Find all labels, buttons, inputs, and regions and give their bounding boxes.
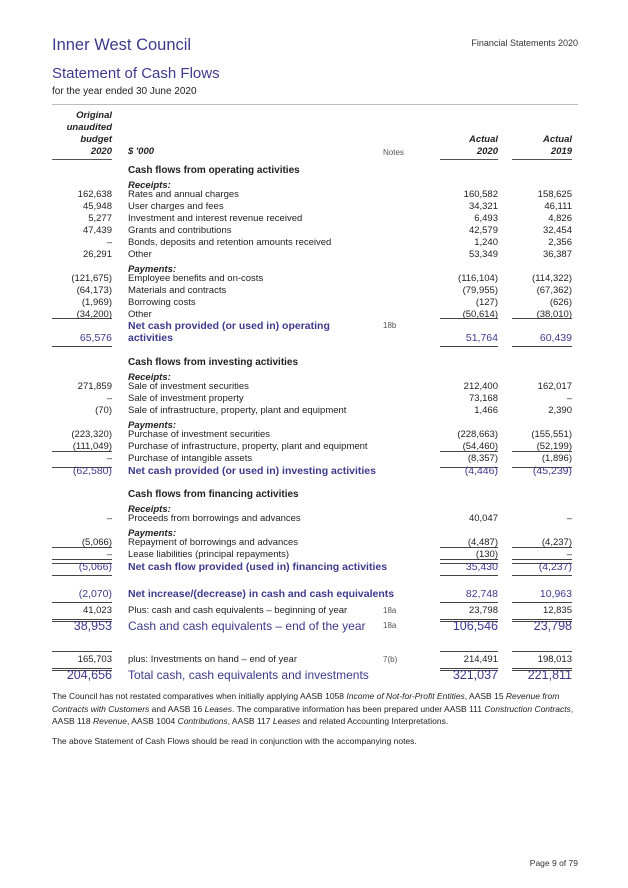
actual-2020-value: 42,579 (468, 225, 498, 236)
underline-rule (512, 547, 572, 548)
footnote-standard-name: Leases (272, 716, 301, 726)
budget-2020-value: (111,049) (72, 441, 112, 452)
actual-2020-value: (50,614) (462, 309, 498, 320)
footnote-standard-name: Construction Contracts (484, 703, 571, 714)
line-item-row (0, 393, 628, 405)
row-label: activities (128, 332, 173, 344)
actual-2020-value: (130) (475, 549, 498, 560)
row-label: Sale of investment securities (128, 381, 249, 392)
underline-rule (440, 547, 498, 548)
note-reference: 7(b) (383, 655, 398, 664)
line-item-row (0, 297, 628, 309)
footnote-standard-name: Income of Not-for-Profit Entities (346, 691, 465, 701)
actual-2020-header-line: Actual (468, 134, 498, 145)
actual-2020-value: 1,466 (474, 405, 498, 416)
footnote-standard-name: Leases (204, 703, 233, 714)
actual-2020-value: (54,460) (462, 441, 498, 452)
budget-2020-value: 38,953 (73, 619, 112, 633)
actual-2019-value: 36,387 (542, 249, 572, 260)
budget-2020-value: (34,200) (76, 309, 112, 320)
actual-2019-value: (38,010) (536, 309, 572, 320)
row-label: Other (128, 249, 152, 260)
row-label: plus: Investments on hand – end of year (128, 654, 297, 665)
line-item-row (0, 405, 628, 417)
underline-rule (512, 602, 572, 603)
row-label: Net increase/(decrease) in cash and cash equivalents (128, 588, 395, 600)
row-label: Plus: cash and cash equivalents – beginning of year (128, 605, 348, 616)
actual-2019-value: (626) (549, 297, 572, 308)
subtotal-row (0, 588, 628, 600)
actual-2019-value: – (566, 393, 572, 404)
budget-2020-value: (5,066) (78, 561, 112, 573)
budget-2020-value: 65,576 (79, 332, 112, 344)
actual-2019-value: 198,013 (537, 654, 572, 665)
budget-2020-value: (64,173) (76, 285, 112, 296)
row-label: Net cash flow provided (used in) financing activities (128, 561, 388, 573)
actual-2019-value: 221,811 (527, 668, 572, 682)
underline-rule (512, 651, 572, 652)
actual-2019-value: 162,017 (537, 381, 572, 392)
row-label: Sale of investment property (128, 393, 244, 404)
note-reference: 18a (383, 606, 397, 615)
line-item-row (0, 201, 628, 213)
line-item-row (0, 453, 628, 465)
actual-2020-value: (79,955) (462, 285, 498, 296)
line-item-row (0, 213, 628, 225)
row-label: Borrowing costs (128, 297, 196, 308)
underline-rule (440, 651, 498, 652)
line-item-row (0, 189, 628, 201)
row-label: Proceeds from borrowings and advances (128, 513, 301, 524)
budget-2020-value: 45,948 (82, 201, 112, 212)
underline-rule (52, 559, 112, 560)
actual-2020-value: 53,349 (468, 249, 498, 260)
row-label: Payments: (128, 528, 177, 539)
actual-2020-value: (116,104) (458, 273, 498, 284)
underline-rule (512, 559, 572, 560)
line-item-row (0, 381, 628, 393)
budget-2020-value: 41,023 (82, 605, 112, 616)
actual-2020-value: 212,400 (463, 381, 498, 392)
underline-rule (52, 651, 112, 652)
actual-2020-value: 35,430 (465, 561, 498, 573)
footnote-comparatives (52, 690, 578, 728)
footnote-text: , AASB 1004 (126, 716, 178, 726)
budget-2020-value: (223,320) (71, 429, 112, 440)
footnote-text: and related Accounting Interpretations. (300, 716, 449, 726)
underline-rule (440, 318, 498, 319)
footnote-standard-name: Contributions (177, 716, 228, 726)
line-item-row (0, 429, 628, 441)
actual-2020-value: 73,168 (468, 393, 498, 404)
row-label: Repayment of borrowings and advances (128, 537, 299, 548)
actual-2020-value: 82,748 (465, 588, 498, 600)
row-label: Rates and annual charges (128, 189, 239, 200)
underline-rule (52, 602, 112, 603)
actual-2019-value: – (566, 549, 572, 560)
budget-2020-value: – (106, 513, 112, 524)
row-label: Net cash provided (or used in) operating (128, 320, 330, 332)
budget-2020-value: – (106, 237, 112, 248)
header-divider (52, 104, 578, 105)
budget-2020-value: 47,439 (82, 225, 112, 236)
row-label: Cash flows from operating activities (128, 165, 300, 176)
actual-2020-value: 40,047 (468, 513, 498, 524)
page-number: Page 9 of 79 (529, 858, 578, 868)
underline-rule (440, 575, 498, 576)
budget-2020-value: (62,580) (72, 465, 112, 477)
actual-2019-column-header (512, 134, 572, 158)
actual-2020-value: 23,798 (468, 605, 498, 616)
row-label: Purchase of intangible assets (128, 453, 253, 464)
budget-2020-value: 5,277 (88, 213, 112, 224)
underline-rule (52, 451, 112, 452)
row-label: Grants and contributions (128, 225, 232, 236)
line-item-row (0, 249, 628, 261)
actual-2020-value: (127) (475, 297, 498, 308)
row-label: Receipts: (128, 504, 171, 515)
section-heading (0, 165, 628, 177)
actual-2020-value: (228,663) (457, 429, 498, 440)
row-label: Payments: (128, 420, 177, 431)
line-item-row (0, 273, 628, 285)
underline-rule (52, 547, 112, 548)
organization-name: Inner West Council (52, 36, 192, 54)
row-label: Investment and interest revenue received (128, 213, 303, 224)
underline-rule (440, 559, 498, 560)
line-item-row (0, 654, 628, 666)
footnote-text: , AASB 15 (464, 691, 506, 701)
row-label: User charges and fees (128, 201, 224, 212)
document-type-label: Financial Statements 2020 (471, 38, 578, 48)
row-label: Employee benefits and on-costs (128, 273, 264, 284)
actual-2020-value: 51,764 (465, 332, 498, 344)
actual-2019-value: 46,111 (544, 201, 572, 212)
budget-2020-value: (5,066) (81, 537, 112, 548)
underline-rule (512, 346, 572, 347)
budget-2020-value: 165,703 (77, 654, 112, 665)
actual-2019-value: 10,963 (539, 588, 572, 600)
actual-2020-header-line: 2020 (476, 146, 498, 157)
footnote-text: , AASB 118 (52, 703, 574, 726)
budget-header-line: 2020 (90, 146, 112, 157)
actual-2019-value: (4,237) (538, 561, 572, 573)
row-label: Lease liabilities (principal repayments) (128, 549, 290, 560)
underline-rule (440, 451, 498, 452)
underline-rule (512, 318, 572, 319)
budget-header-line: budget (80, 134, 112, 145)
line-item-row (0, 285, 628, 297)
total-row (0, 669, 628, 681)
note-reference: 18b (383, 321, 397, 330)
row-label: Cash and cash equivalents – end of the year (128, 619, 366, 633)
budget-2020-value: – (106, 393, 112, 404)
budget-2020-value: 271,859 (77, 381, 112, 392)
underline-rule (512, 451, 572, 452)
actual-2020-value: 160,582 (463, 189, 498, 200)
unit-column-header: $ '000 (128, 146, 155, 157)
budget-2020-value: (2,070) (78, 588, 112, 600)
actual-2019-value: (4,237) (541, 537, 572, 548)
footnote-standard-name: Revenue from Contracts with Customers (52, 691, 560, 714)
actual-2020-value: 321,037 (452, 668, 498, 682)
actual-2019-value: 32,454 (542, 225, 572, 236)
underline-rule (440, 602, 498, 603)
budget-2020-value: 26,291 (82, 249, 112, 260)
footnote-text: The Council has not restated comparatives when initially applying AASB 1058 (52, 691, 347, 701)
row-label: Bonds, deposits and retention amounts received (128, 237, 332, 248)
budget-column-header (52, 110, 112, 158)
row-label: Other (128, 309, 152, 320)
actual-2020-column-header (438, 134, 498, 158)
budget-2020-value: (121,675) (71, 273, 112, 284)
budget-header-line: Original (76, 110, 112, 121)
actual-2020-value: 1,240 (474, 237, 498, 248)
underline-rule (52, 575, 112, 576)
actual-2020-value: (8,357) (467, 453, 498, 464)
actual-2020-value: (4,487) (467, 537, 498, 548)
actual-2019-value: (45,239) (532, 465, 572, 477)
actual-2019-value: 60,439 (539, 332, 572, 344)
subtotal-row (0, 561, 628, 573)
header-rule (440, 159, 498, 160)
footnote-read-with-notes: The above Statement of Cash Flows should be read in conjunction with the accompanying notes. (52, 736, 417, 746)
footnote-text: , AASB 117 (227, 716, 273, 726)
header-rule (512, 159, 572, 160)
line-item-row (0, 237, 628, 249)
row-label: Cash flows from investing activities (128, 357, 299, 368)
row-label: Sale of infrastructure, property, plant and equipment (128, 405, 347, 416)
actual-2019-value: 2,356 (548, 237, 572, 248)
line-item-row (0, 225, 628, 237)
budget-2020-value: (1,969) (81, 297, 112, 308)
section-heading (0, 357, 628, 369)
notes-column-header: Notes (383, 148, 404, 157)
row-label: Receipts: (128, 180, 171, 191)
header-rule (52, 159, 112, 160)
actual-2019-value: 23,798 (533, 619, 572, 633)
page-subtitle: for the year ended 30 June 2020 (52, 86, 197, 97)
actual-2019-value: 12,835 (542, 605, 572, 616)
actual-2019-value: (114,322) (532, 273, 572, 284)
footnote-text: and AASB 16 (149, 703, 205, 714)
actual-2019-value: 158,625 (537, 189, 572, 200)
actual-2019-value: (155,551) (531, 429, 572, 440)
budget-2020-value: 204,656 (66, 668, 112, 682)
actual-2019-value: – (566, 513, 572, 524)
line-item-row (0, 605, 628, 617)
actual-2020-value: 214,491 (463, 654, 498, 665)
budget-header-line: unaudited (66, 122, 112, 133)
underline-rule (440, 346, 498, 347)
subtotal-row (0, 465, 628, 477)
row-label: Purchase of infrastructure, property, plant and equipment (128, 441, 368, 452)
row-label: Payments: (128, 264, 177, 275)
row-label: Total cash, cash equivalents and investments (128, 668, 369, 682)
page-title: Statement of Cash Flows (52, 65, 220, 82)
row-label: Net cash provided (or used in) investing activities (128, 465, 376, 477)
actual-2020-value: 106,546 (452, 619, 498, 633)
underline-rule (52, 318, 112, 319)
actual-2019-header-line: Actual (542, 134, 572, 145)
line-item-row (0, 513, 628, 525)
budget-2020-value: (70) (95, 405, 112, 416)
actual-2020-value: (4,446) (464, 465, 498, 477)
actual-2019-value: (52,199) (536, 441, 572, 452)
row-label: Materials and contracts (128, 285, 227, 296)
budget-2020-value: – (106, 549, 112, 560)
underline-rule (52, 346, 112, 347)
actual-2019-header-line: 2019 (550, 146, 572, 157)
underline-rule (512, 575, 572, 576)
row-label: Purchase of investment securities (128, 429, 271, 440)
budget-2020-value: 162,638 (77, 189, 112, 200)
actual-2020-value: 34,321 (468, 201, 498, 212)
row-label: Cash flows from financing activities (128, 489, 299, 500)
actual-2019-value: (67,362) (536, 285, 572, 296)
actual-2020-value: 6,493 (474, 213, 498, 224)
footnote-text: . The comparative information has been prepared under AASB 111 (232, 703, 485, 714)
total-row (0, 620, 628, 632)
subtotal-row (0, 320, 628, 344)
row-label: Receipts: (128, 372, 171, 383)
actual-2019-value: (1,896) (541, 453, 572, 464)
actual-2019-value: 2,390 (548, 405, 572, 416)
section-heading (0, 489, 628, 501)
actual-2019-value: 4,826 (548, 213, 572, 224)
note-reference: 18a (383, 621, 397, 630)
footnote-standard-name: Revenue (92, 716, 127, 726)
budget-2020-value: – (106, 453, 112, 464)
